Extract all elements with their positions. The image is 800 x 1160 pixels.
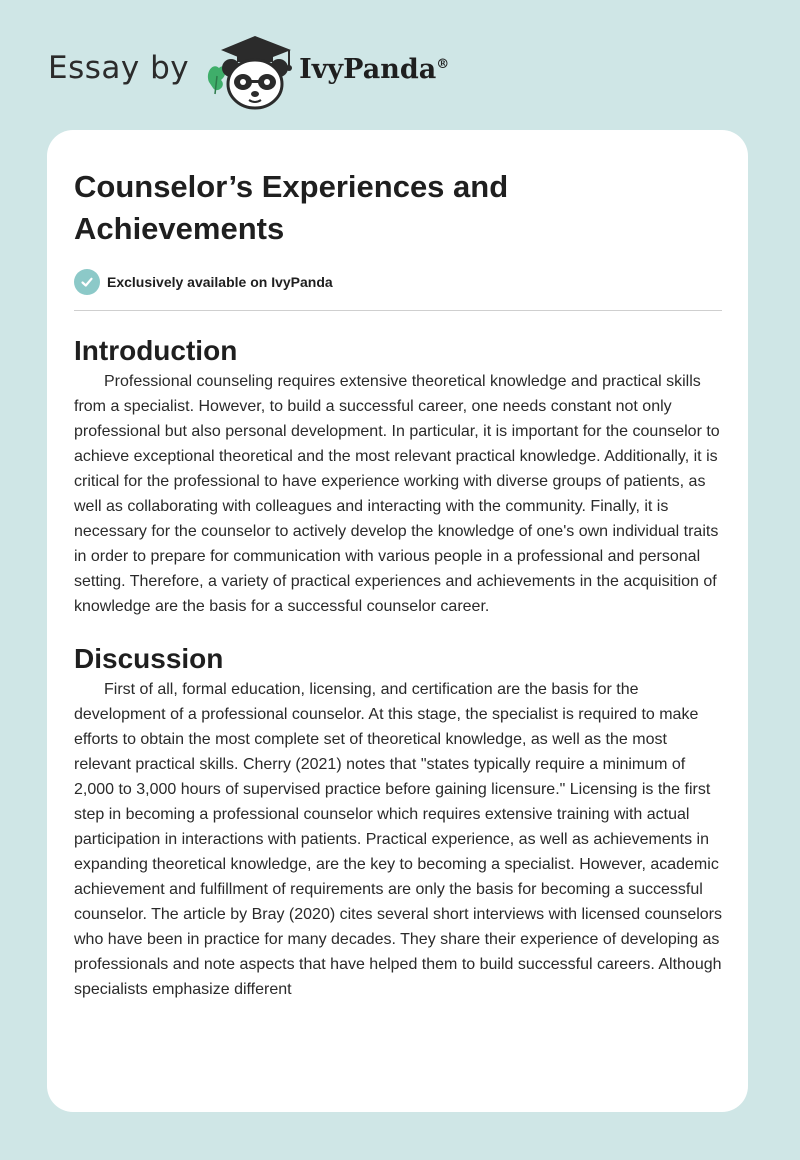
page-title: Counselor’s Experiences and Achievements xyxy=(74,169,509,246)
badge-text: Exclusively available on IvyPanda xyxy=(107,274,333,290)
site-header-logo[interactable] xyxy=(48,32,449,112)
exclusive-badge xyxy=(74,268,722,296)
brand-name: IvyPanda® xyxy=(299,53,450,85)
brand-prefix: Essay by xyxy=(48,50,190,86)
check-circle-icon xyxy=(74,269,100,295)
section-paragraph-discussion: First of all, formal education, licensing, and certification are the basis for the development of a professional counselor. At this stage, the specialist is required to make efforts to obtain the most complete set of theoretical knowledge, as well as the most relevant practical skills. Cherry (2021) notes that "states typically require a minimum of 2,000 to 3,000 hours of supervised practice before gaining licensure." Licensing is the first step in becoming a professional counselor which requires extensive training with actual participation in interactions with patients. Practical experience, as well as achievements in expanding theoretical knowledge, are the key to becoming a specialist. However, academic achievement and fulfillment of requirements are only the basis for becoming a successful counselor. The article by Bray (2020) cites several short interviews with licensed counselors who have been in practice for many decades. They share their experience of developing as professionals and note aspects that have helped them to build successful careers. Although specialists emphasize different xyxy=(74,681,722,998)
article-card xyxy=(47,130,748,1112)
title-divider xyxy=(74,310,722,311)
panda-graduate-icon xyxy=(203,32,295,112)
section-heading-discussion: Discussion xyxy=(74,643,224,674)
section-paragraph-introduction: Professional counseling requires extensive theoretical knowledge and practical skills from a specialist. However, to build a successful career, one needs constant not only professional but also personal development. In particular, it is important for the counselor to achieve exceptional theoretical and the most relevant practical knowledge. Additionally, it is critical for the professional to have experience working with diverse groups of patients, as well as collaborating with colleagues and interacting with the community. Finally, it is necessary for the counselor to actively develop the knowledge of one's own individual traits in order to prepare for communication with various people in a professional and personal setting. Therefore, a variety of practical experiences and achievements in the acquisition of knowledge are the basis for a successful counselor career. xyxy=(74,373,720,615)
section-heading-introduction: Introduction xyxy=(74,335,238,366)
